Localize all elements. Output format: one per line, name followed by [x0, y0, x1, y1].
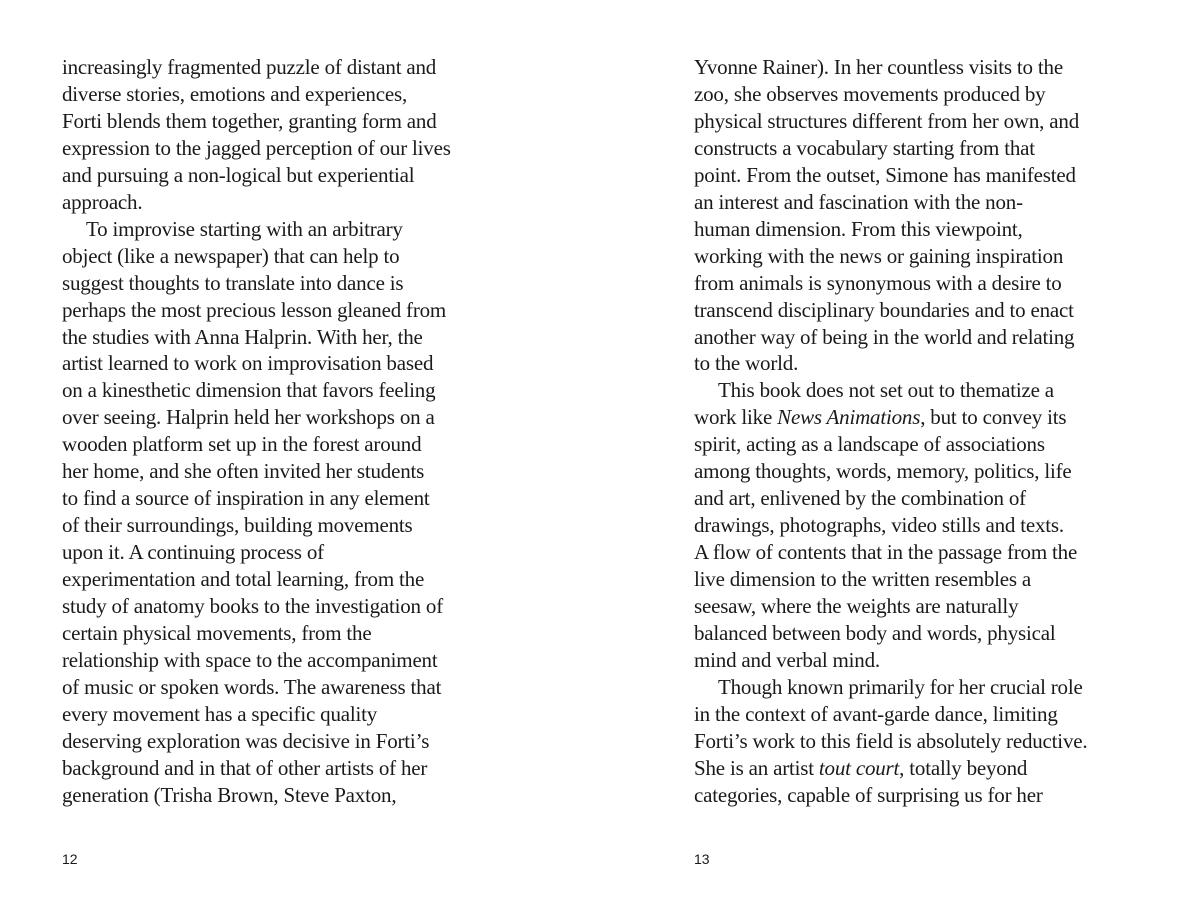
text-line [62, 189, 562, 216]
text-span: her home, and she often invited her students [62, 459, 425, 484]
text-line [694, 108, 1194, 135]
text-line [62, 782, 562, 809]
text-line [694, 728, 1194, 755]
text-line [694, 350, 1194, 377]
text-span: seesaw, where the weights are naturally [694, 594, 1019, 619]
page-number-right: 13 [694, 851, 710, 867]
text-span: background and in that of other artists of her [62, 755, 428, 780]
text-line [62, 458, 562, 485]
italic-title: News Animations [777, 405, 921, 430]
text-line [62, 243, 562, 270]
text-line [694, 647, 1194, 674]
text-line [62, 216, 562, 243]
text-span: Though known primarily for her crucial role [718, 674, 1083, 699]
text-span: , totally beyond [899, 755, 1028, 780]
text-span: upon it. A continuing process of [62, 540, 324, 565]
text-line [62, 54, 562, 81]
text-line [694, 54, 1194, 81]
text-span: mind and verbal mind. [694, 647, 880, 672]
page-number-left: 12 [62, 851, 78, 867]
text-line [62, 297, 562, 324]
text-span: certain physical movements, from the [62, 621, 372, 646]
text-span: transcend disciplinary boundaries and to enact [694, 297, 1074, 322]
text-span: balanced between body and words, physical [694, 621, 1056, 646]
text-line [694, 782, 1194, 809]
text-line [62, 539, 562, 566]
text-line [62, 512, 562, 539]
text-span: approach. [62, 189, 143, 214]
text-span: Forti’s work to this field is absolutely reductive. [694, 728, 1088, 753]
text-line [694, 404, 1194, 431]
text-line [694, 243, 1194, 270]
text-span: constructs a vocabulary starting from that [694, 135, 1035, 160]
text-span: , but to convey its [920, 405, 1067, 430]
text-line [62, 566, 562, 593]
text-span: human dimension. From this viewpoint, [694, 216, 1023, 241]
text-line [62, 377, 562, 404]
text-span: categories, capable of surprising us for her [694, 782, 1043, 807]
text-line [62, 647, 562, 674]
text-span: object (like a newspaper) that can help to [62, 243, 400, 268]
text-span: on a kinesthetic dimension that favors feeling [62, 378, 436, 403]
text-span: to the world. [694, 351, 799, 376]
text-line [62, 270, 562, 297]
text-line [694, 674, 1194, 701]
text-line [694, 512, 1194, 539]
text-span: This book does not set out to thematize a [718, 378, 1054, 403]
text-span: expression to the jagged perception of our lives [62, 135, 451, 160]
text-line [694, 216, 1194, 243]
italic-title: tout court [818, 755, 900, 780]
text-line [62, 674, 562, 701]
text-span: diverse stories, emotions and experiences, [62, 81, 407, 106]
text-line [694, 162, 1194, 189]
text-span: of their surroundings, building movements [62, 513, 413, 538]
text-span: She is an artist [694, 755, 819, 780]
text-span: from animals is synonymous with a desire to [694, 270, 1062, 295]
text-span: another way of being in the world and relating [694, 324, 1075, 349]
text-line [694, 324, 1194, 351]
text-span: increasingly fragmented puzzle of distant and [62, 55, 437, 79]
text-span: point. From the outset, Simone has manifested [694, 162, 1076, 187]
text-line [694, 701, 1194, 728]
text-span: A flow of contents that in the passage from the [694, 540, 1078, 565]
text-span: wooden platform set up in the forest around [62, 432, 422, 457]
text-span: generation (Trisha Brown, Steve Paxton, [62, 782, 397, 807]
text-span: among thoughts, words, memory, politics, life [694, 459, 1072, 484]
text-span: physical structures different from her own, and [694, 108, 1080, 133]
text-span: of music or spoken words. The awareness that [62, 674, 442, 699]
text-line [62, 431, 562, 458]
text-span: experimentation and total learning, from the [62, 567, 425, 592]
text-span: drawings, photographs, video stills and texts. [694, 513, 1064, 538]
text-span: deserving exploration was decisive in Forti’s [62, 728, 430, 753]
text-span: to find a source of inspiration in any element [62, 486, 430, 511]
text-span: study of anatomy books to the investigation of [62, 594, 444, 619]
right-page-text [694, 54, 1194, 809]
text-span: Forti blends them together, granting form and [62, 108, 437, 133]
text-line [694, 485, 1194, 512]
text-line [62, 620, 562, 647]
text-span: working with the news or gaining inspiration [694, 243, 1064, 268]
text-line [62, 135, 562, 162]
text-line [62, 108, 562, 135]
text-span: over seeing. Halprin held her workshops on a [62, 405, 435, 430]
text-line [62, 755, 562, 782]
text-line [694, 135, 1194, 162]
text-span: Yvonne Rainer). In her countless visits to the [694, 55, 1063, 79]
text-line [694, 189, 1194, 216]
text-span: and art, enlivened by the combination of [694, 486, 1026, 511]
text-line [694, 431, 1194, 458]
text-line [694, 566, 1194, 593]
text-span: zoo, she observes movements produced by [694, 81, 1046, 106]
text-line [62, 701, 562, 728]
text-line [62, 728, 562, 755]
text-line [694, 297, 1194, 324]
text-line [62, 162, 562, 189]
text-line [694, 539, 1194, 566]
text-line [694, 593, 1194, 620]
text-span: every movement has a specific quality [62, 701, 378, 726]
text-line [694, 270, 1194, 297]
text-line [694, 81, 1194, 108]
text-span: suggest thoughts to translate into dance is [62, 270, 404, 295]
text-span: an interest and fascination with the non- [694, 189, 1023, 214]
text-line [694, 377, 1194, 404]
left-page-text [62, 54, 562, 809]
text-line [62, 593, 562, 620]
text-span: spirit, acting as a landscape of associations [694, 432, 1045, 457]
text-line [62, 485, 562, 512]
text-line [694, 755, 1194, 782]
text-span: in the context of avant-garde dance, limiting [694, 701, 1058, 726]
text-line [62, 81, 562, 108]
text-span: work like [694, 405, 778, 430]
text-span: and pursuing a non-logical but experiential [62, 162, 415, 187]
text-line [694, 458, 1194, 485]
text-line [694, 620, 1194, 647]
text-span: live dimension to the written resembles a [694, 567, 1032, 592]
text-span: the studies with Anna Halprin. With her, the [62, 324, 423, 349]
text-span: To improvise starting with an arbitrary [86, 216, 403, 241]
text-span: perhaps the most precious lesson gleaned from [62, 297, 447, 322]
text-span: relationship with space to the accompaniment [62, 647, 438, 672]
text-line [62, 324, 562, 351]
text-span: artist learned to work on improvisation based [62, 351, 434, 376]
text-line [62, 404, 562, 431]
text-line [62, 350, 562, 377]
